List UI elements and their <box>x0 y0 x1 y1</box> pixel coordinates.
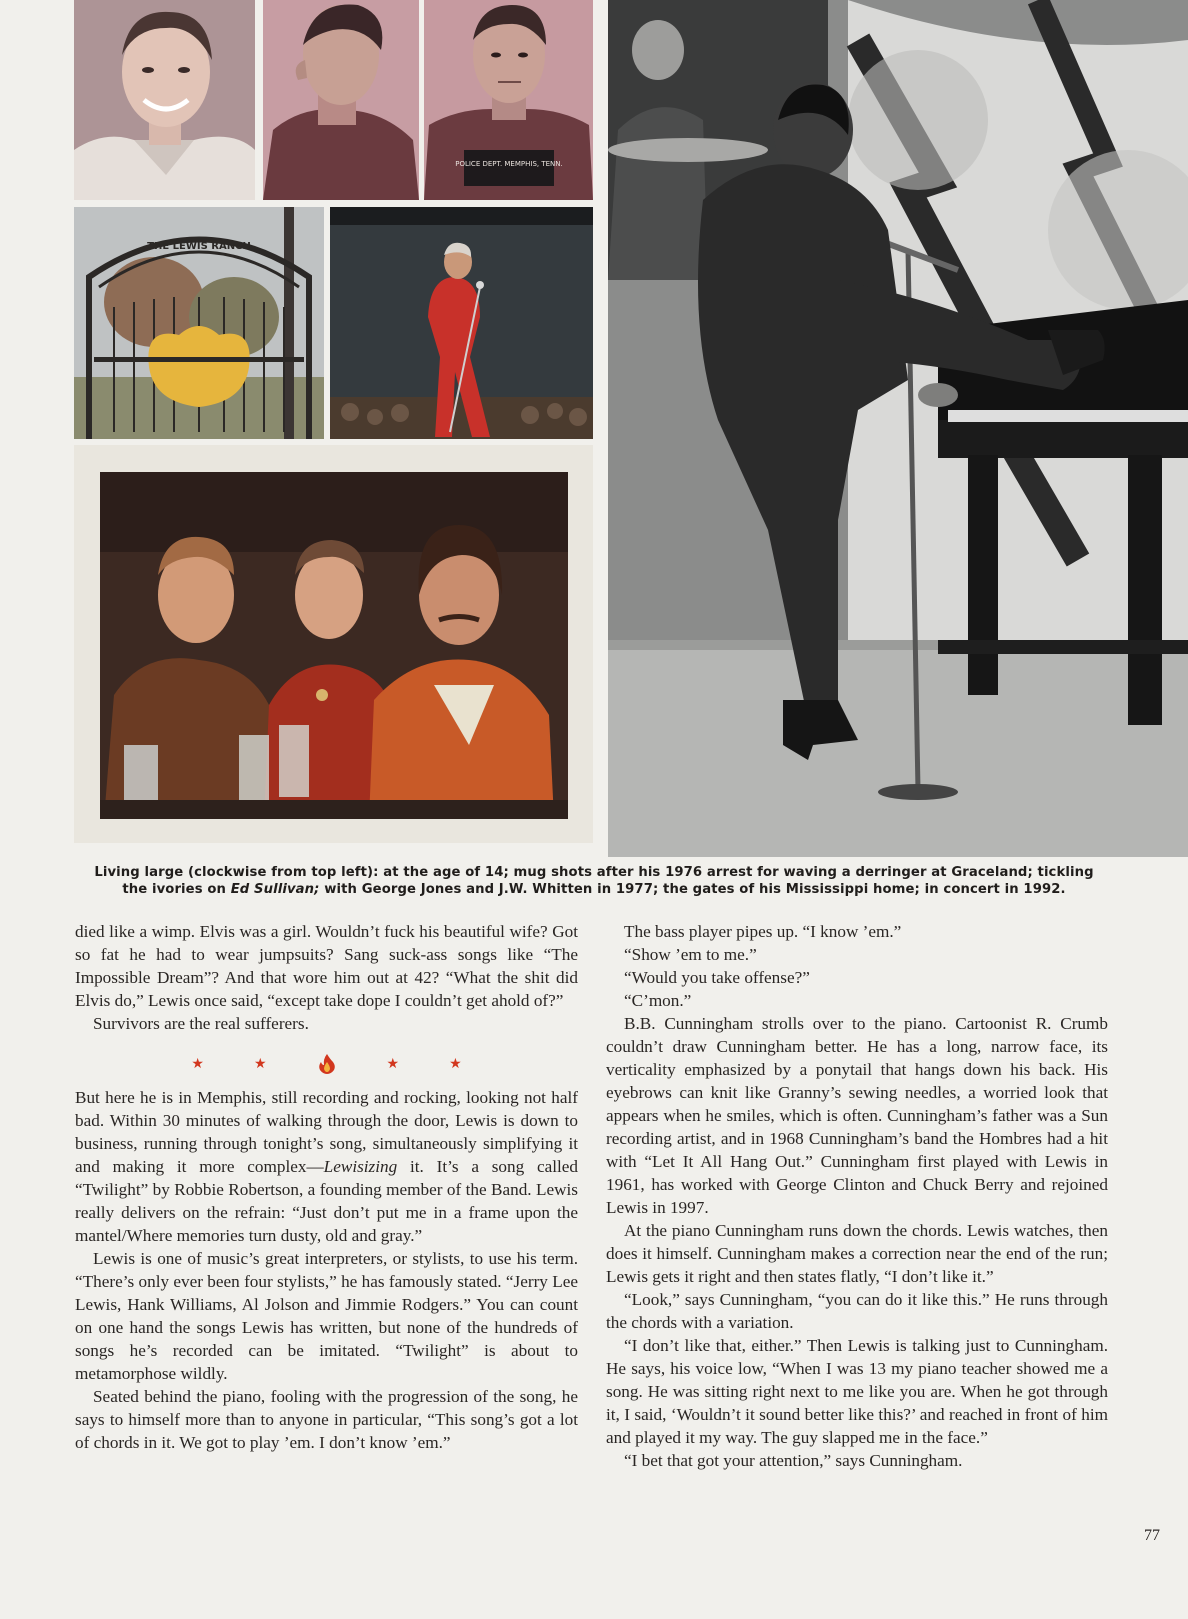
article-paragraph: died like a wimp. Elvis was a girl. Wouldn’t fuck his beautiful wife? Got so fat he had to wear jumpsuits? Sang suck-ass songs like “The Impossible Dream”? And that wore him out at 42? “What the shit did Elvis do,” Lewis once said, “except take dope I couldn’t get ahold of?” <box>75 922 578 1010</box>
photo-concert <box>330 207 593 439</box>
photo-ed-sullivan <box>608 0 1188 857</box>
photo-caption <box>64 864 1124 898</box>
photo-mug-front <box>424 0 593 200</box>
article-paragraph: “Look,” says Cunningham, “you can do it like this.” He runs through the chords with a variation. <box>606 1290 1108 1332</box>
friends-image <box>74 445 593 843</box>
caption-line-2-prefix: the ivories on <box>122 882 231 897</box>
page-number: 77 <box>1144 1527 1160 1544</box>
article-paragraph: The bass player pipes up. “I know ’em.” <box>624 922 902 941</box>
mug-placard-text: POLICE DEPT. MEMPHIS, TENN. <box>455 160 563 168</box>
article-paragraph: “I bet that got your attention,” says Cunningham. <box>624 1451 963 1470</box>
section-divider <box>75 1053 578 1075</box>
paragraph-italic-text: Lewisizing <box>323 1157 398 1176</box>
star-icon: ★ <box>191 1056 204 1072</box>
paragraph-text: it. It’s a song called “Twilight” by Robbie Robertson, a founding member of the Band. Lewis really delivers on the refrain: “Just don’t put me in a frame upon the mantel/Where memories turn dusty, old and gray.” <box>75 1157 578 1245</box>
photo-ranch-gates <box>74 207 324 439</box>
caption-line-2-suffix: with George Jones and J.W. Whitten in 1977; the gates of his Mississippi home; in concert in 1992. <box>319 882 1066 897</box>
article-paragraph: B.B. Cunningham strolls over to the piano. Cartoonist R. Crumb couldn’t draw Cunningham better. He has a long, narrow face, its verticality emphasized by a ponytail that hangs down his back. His eyebrows can knit like Granny’s sewing needles, a worried look that appears when he smiles, which is often. Cunningham’s father was a Sun recording artist, and in 1968 Cunningham’s band the Hombres had a hit with “Let It All Hang Out.” Cunningham first played with Lewis in 1961, has worked with George Clinton and Chuck Berry and rejoined Lewis in 1997. <box>606 1014 1108 1217</box>
star-icon: ★ <box>386 1056 400 1072</box>
photo-mug-profile <box>263 0 419 200</box>
article-paragraph: Seated behind the piano, fooling with the progression of the song, he says to himself more than to anyone in particular, “This song’s got a lot of chords in it. We got to play ’em. I don’t know ’em.” <box>75 1387 578 1452</box>
photo-teen-portrait <box>74 0 255 200</box>
caption-line-1: Living large (clockwise from top left): at the age of 14; mug shots after his 1976 arrest for waving a derringer at Graceland; tickling <box>94 865 1094 880</box>
flame-icon <box>317 1053 337 1075</box>
teen-portrait-image <box>74 0 255 200</box>
concert-image <box>330 207 593 439</box>
ranch-gates-image <box>74 207 324 439</box>
article-paragraph: Survivors are the real sufferers. <box>93 1014 309 1033</box>
article-paragraph <box>75 1086 578 1247</box>
article-column-left <box>75 920 578 1454</box>
ed-sullivan-image <box>608 0 1188 857</box>
photo-friends-1977 <box>74 445 593 843</box>
article-column-right <box>606 920 1108 1472</box>
article-paragraph: “Show ’em to me.” <box>624 945 757 964</box>
article-paragraph: Lewis is one of music’s great interpreters, or stylists, to use his term. “There’s only ever been four stylists,” he has famously stated. “Jerry Lee Lewis, Hank Williams, Al Jolson and Jimmie Rodgers.” You can count on one hand the songs Lewis has written, but none of the hundreds of songs he’s recorded can be imitated. “Twilight” is about to metamorphose wildly. <box>75 1249 578 1383</box>
article-paragraph: At the piano Cunningham runs down the chords. Lewis watches, then does it himself. Cunningham makes a correction near the end of the run; Lewis gets it right and then states flatly, “I don’t like it.” <box>606 1221 1108 1286</box>
caption-line-2 <box>64 881 1124 898</box>
article-paragraph: “Would you take offense?” <box>624 968 810 987</box>
gate-arch-text: THE LEWIS RANCH <box>147 241 251 252</box>
article-paragraph: “I don’t like that, either.” Then Lewis is talking just to Cunningham. He says, his voice low, “When I was 13 my piano teacher showed me a song. He was sitting right next to me like you are. When he got through it, I said, ‘Wouldn’t it sound better like this?’ and reached in front of him and played it my way. The guy slapped me in the face.” <box>606 1336 1108 1447</box>
article-paragraph: “C’mon.” <box>624 991 692 1010</box>
mug-front-image <box>424 0 593 200</box>
star-icon: ★ <box>253 1056 267 1072</box>
paragraph-text: But here he is in Memphis, still recording and rocking, looking not half bad. Within 30 minutes of walking through the door, Lewis is down to business, running through tonight’s song, simultaneously simplifying it and making it more complex— <box>75 1088 578 1176</box>
caption-show-title: Ed Sullivan; <box>230 882 320 897</box>
mug-profile-image <box>263 0 419 200</box>
star-icon: ★ <box>449 1056 462 1072</box>
